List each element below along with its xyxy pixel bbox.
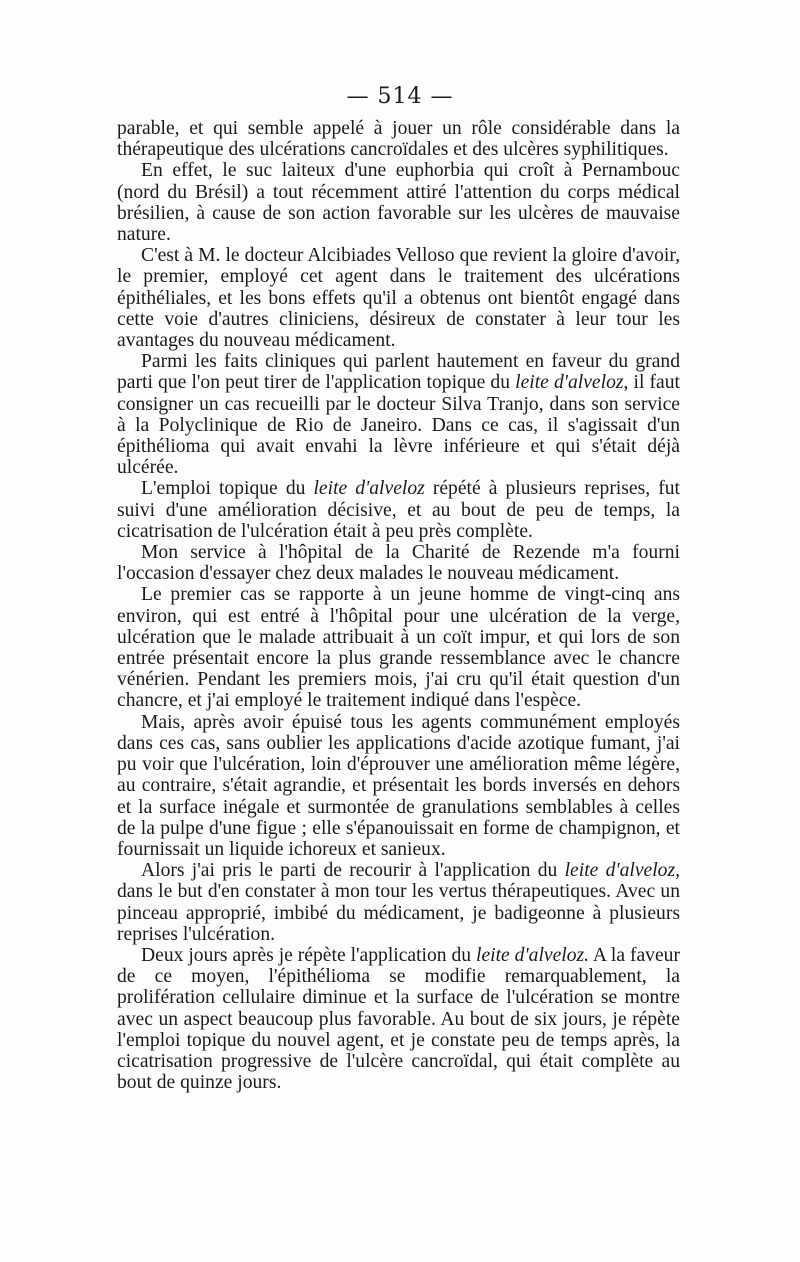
italic-term: leite d'alveloz.: [476, 944, 590, 966]
text-run: Alors j'ai pris le parti de recourir à l'application du: [141, 860, 565, 882]
paragraph: [117, 860, 680, 945]
text-run: répété à plusieurs reprises, fut suivi d'une amélioration décisive, et au bout de peu de temps, la cicatrisation de l'ulcération était à peu près complète.: [117, 478, 680, 542]
body-text: [117, 118, 680, 1093]
text-run: L'emploi topique du: [141, 478, 314, 500]
paragraph: [117, 245, 680, 351]
text-run: En effet, le suc laiteux d'une euphorbia qui croît à Pernambouc (nord du Brésil) a tout récemment attiré l'attention du corps médical brésilien, à cause de son action favorable sur les ulcères de mauvaise nature.: [117, 160, 680, 246]
text-run: Le premier cas se rapporte à un jeune homme de vingt-cinq ans environ, qui est entré à l'hôpital pour une ulcération de la verge, ulcération que le malade attribuait à un coït impur, et qui lors de son entrée présentait encore la plus grande ressemblance avec le chancre vénérien. Pendant les premiers mois, j'ai cru qu'il était question d'un chancre, et j'ai employé le traitement indiqué dans l'espèce.: [117, 584, 680, 712]
paragraph: [117, 478, 680, 542]
paragraph: [117, 160, 680, 245]
text-run: Parmi les faits cliniques qui parlent hautement en faveur du grand parti que l'on peut tirer de l'application topique du: [117, 351, 680, 394]
text-run: Mon service à l'hôpital de la Charité de Rezende m'a fourni l'occasion d'essayer chez deux malades le nouveau médicament.: [117, 542, 680, 585]
paragraph: [117, 712, 680, 860]
text-run: A la faveur de ce moyen, l'épithélioma se modifie remarquablement, la prolifération cellulaire diminue et la surface de l'ulcération se montre avec un aspect beaucoup plus favorable. Au bout de six jours, je répète l'emploi topique du nouvel agent, et je constate peu de temps après, la cicatrisation progressive de l'ulcère cancroïdal, qui était complète au bout de quinze jours.: [117, 944, 680, 1094]
text-run: , il faut consigner un cas recueilli par le docteur Silva Tranjo, dans son service à la Polyclinique de Rio de Janeiro. Dans ce cas, il s'agissait d'un épithélioma qui avait envahi la lèvre inférieure et qui s'était déjà ulcérée.: [117, 372, 680, 479]
paragraph: [117, 118, 680, 160]
text-run: C'est à M. le docteur Alcibiades Velloso que revient la gloire d'avoir, le premier, employé cet agent dans le traitement des ulcérations épithéliales, et les bons effets qu'il a obtenus ont bientôt engagé dans cette voie d'autres cliniciens, désireux de constater à leur tour les avantages du nouveau médicament.: [117, 245, 680, 352]
italic-term: leite d'alveloz: [515, 372, 624, 394]
italic-term: leite d'alveloz,: [564, 860, 680, 882]
text-run: parable, et qui semble appelé à jouer un rôle considérable dans la thérapeutique des ulcérations cancroïdales et des ulcères syphilitiques.: [117, 118, 680, 161]
paragraph: [117, 542, 680, 584]
text-run: dans le but d'en constater à mon tour les vertus thérapeutiques. Avec un pinceau approprié, imbibé du médicament, je badigeonne à plusieurs reprises l'ulcération.: [117, 881, 680, 945]
page-number: — 514 —: [346, 84, 454, 109]
italic-term: leite d'alveloz: [313, 478, 425, 500]
text-run: Mais, après avoir épuisé tous les agents communément employés dans ces cas, sans oublier les applications d'acide azotique fumant, j'ai pu voir que l'ulcération, loin d'éprouver une amélioration même légère, au contraire, s'était agrandie, et présentait les bords inversés en dehors et la surface inégale et surmontée de granulations semblables à celles de la pulpe d'une figue ; elle s'épanouissait en forme de champignon, et fournissait un liquide ichoreux et sanieux.: [117, 711, 680, 860]
paragraph: [117, 584, 680, 711]
text-run: Deux jours après je répète l'application du: [141, 944, 477, 966]
paragraph: [117, 945, 680, 1093]
paragraph: [117, 351, 680, 478]
